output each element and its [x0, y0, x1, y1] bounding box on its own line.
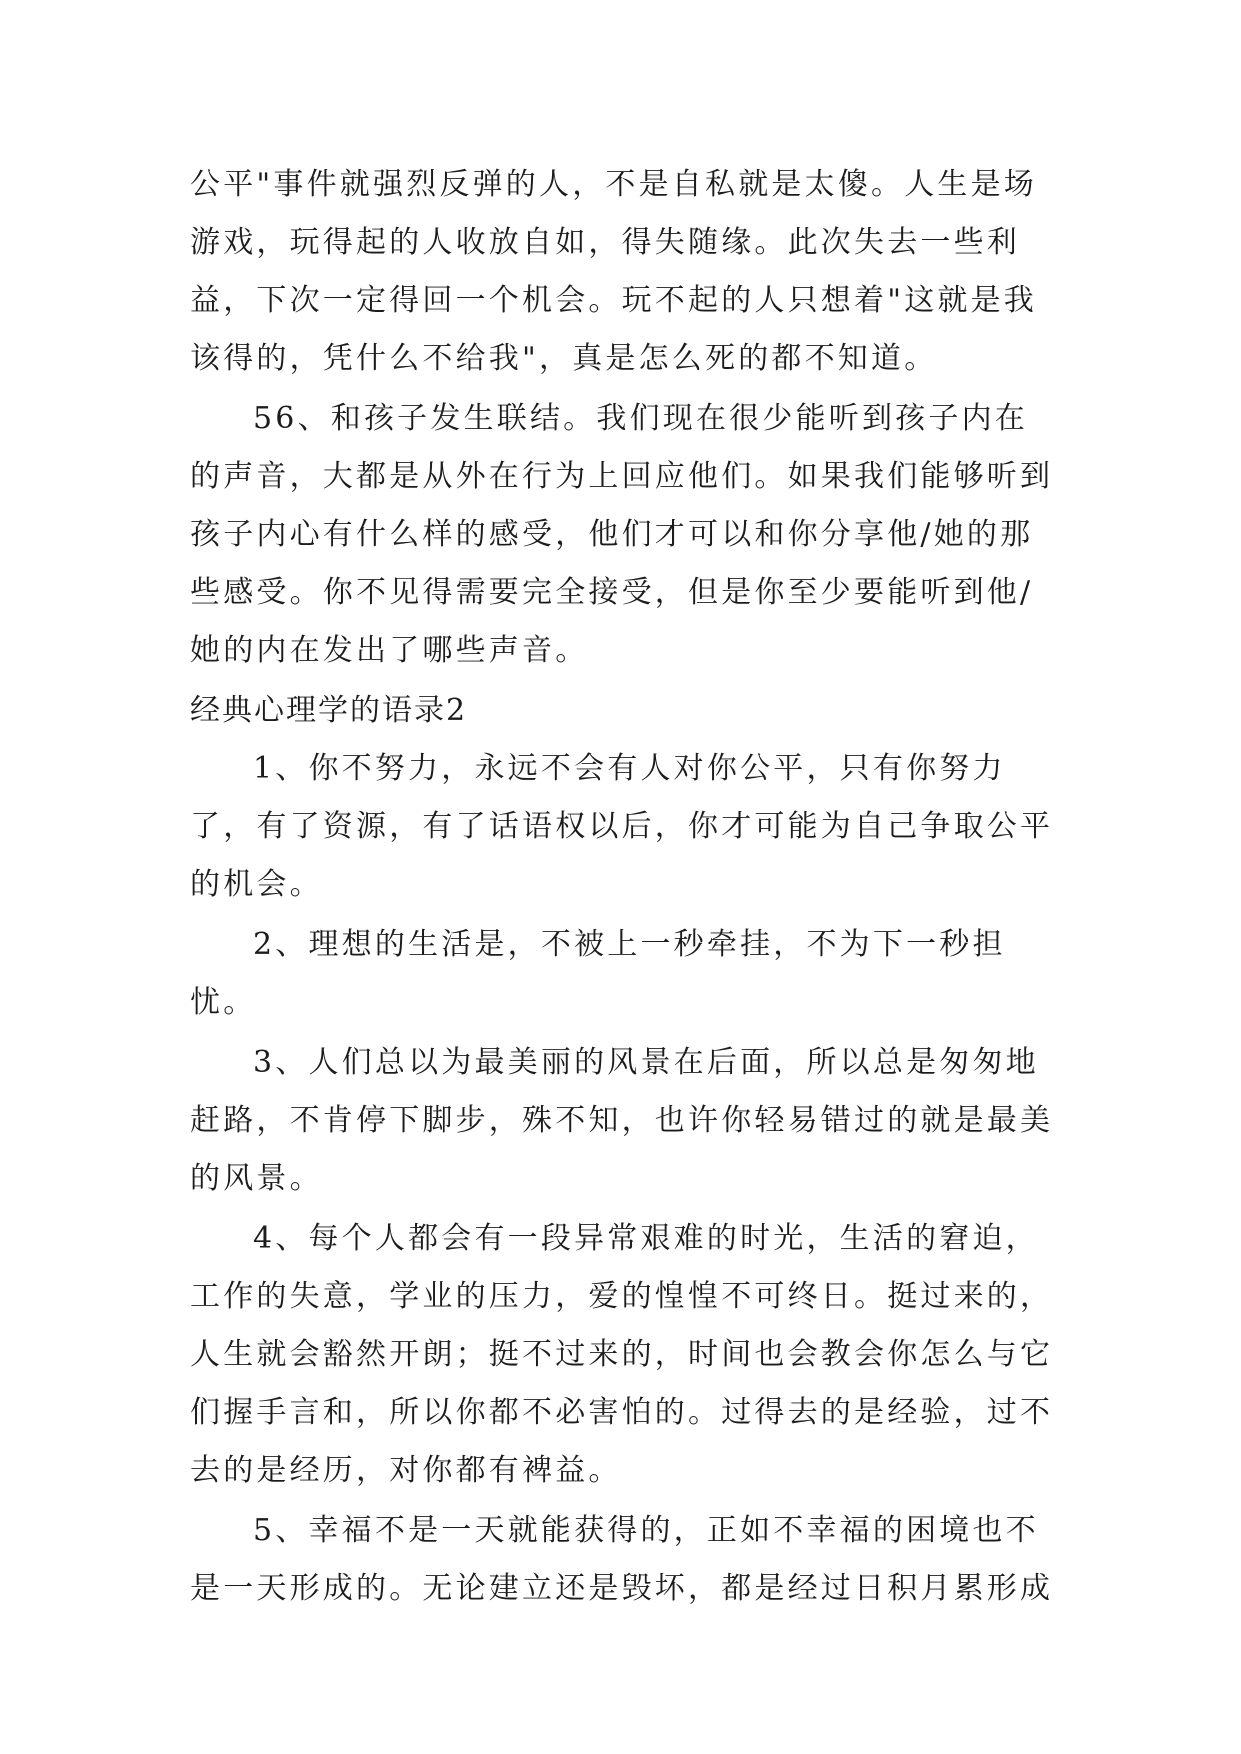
section-title: 经典心理学的语录2	[190, 693, 468, 728]
paragraph-item-1: 1、你不努力，永远不会有人对你公平，只有你努力了，有了资源，有了话语权以后，你才可能为自己争取公平的机会。	[190, 751, 1054, 902]
paragraph-item-2: 2、理想的生活是，不被上一秒牵挂，不为下一秒担忧。	[190, 927, 1006, 1020]
paragraph-item-4: 4、每个人都会有一段异常艰难的时光，生活的窘迫，工作的失意，学业的压力，爱的惶惶不可终日。挺过来的，人生就会豁然开朗；挺不过来的，时间也会教会你怎么与它们握手言和，所以你都不必害怕的。过得去的是经验，过不去的是经历，对你都有裨益。	[190, 1221, 1054, 1488]
paragraph-continuation: 公平"事件就强烈反弹的人，不是自私就是太傻。人生是场游戏，玩得起的人收放自如，得失随缘。此次失去一些利益，下次一定得回一个机会。玩不起的人只想着"这就是我该得的，凭什么不给我"，真是怎么死的都不知道。	[190, 167, 1037, 376]
paragraph-item-5: 5、幸福不是一天就能获得的，正如不幸福的困境也不是一天形成的。无论建立还是毁坏，都是经过日积月累形成	[190, 1513, 1054, 1606]
paragraph-item-56: 56、和孩子发生联结。我们现在很少能听到孩子内在的声音，大都是从外在行为上回应他们。如果我们能够听到孩子内心有什么样的感受，他们才可以和你分享他/她的那些感受。你不见得需要完全接受，但是你至少要能听到他/她的内在发出了哪些声音。	[190, 401, 1054, 668]
paragraph-item-3: 3、人们总以为最美丽的风景在后面，所以总是匆匆地赶路，不肯停下脚步，殊不知，也许你轻易错过的就是最美的风景。	[190, 1045, 1054, 1196]
document-body	[190, 156, 1060, 1620]
